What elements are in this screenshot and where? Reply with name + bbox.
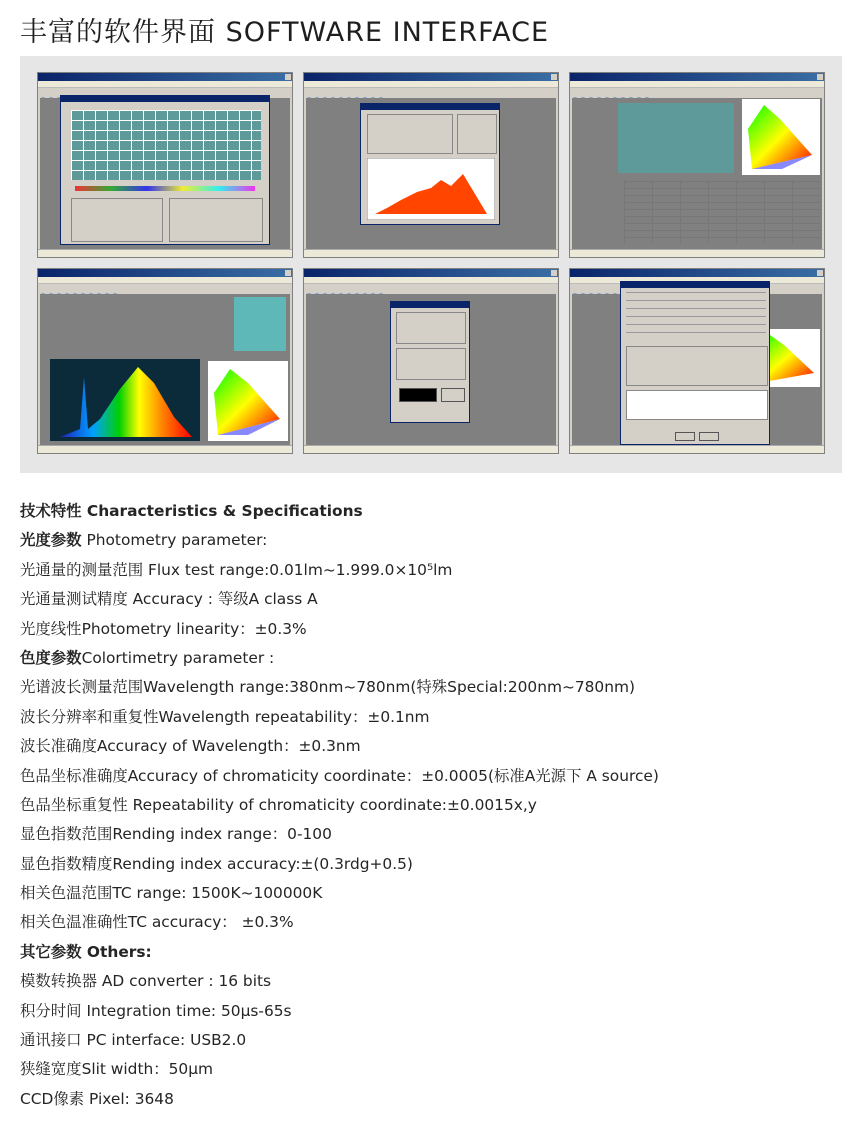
spec-line xyxy=(20,735,830,764)
spec-line xyxy=(20,676,830,705)
spec-line xyxy=(20,1000,830,1029)
spec-heading: 技术特性 Characteristics & Specifications xyxy=(20,502,363,520)
spec-heading: 其它参数 Others: xyxy=(20,942,152,961)
measure-dialog xyxy=(390,301,470,423)
spec-line xyxy=(20,1058,830,1087)
screenshot-measurement-dialog xyxy=(303,268,559,454)
cie-diagram-small xyxy=(208,361,288,441)
cie-diagram xyxy=(742,99,820,175)
spec-text: 光度线性Photometry linearity：±0.3% xyxy=(20,619,307,638)
spec-text: 通讯接口 PC interface: USB2.0 xyxy=(20,1031,247,1050)
spec-line xyxy=(20,911,830,940)
spec-text: 相关色温范围TC range: 1500K~100000K xyxy=(20,884,323,903)
spec-line xyxy=(20,794,830,823)
spec-text: 光通量的测量范围 Flux test range:0.01lm~1.999.0×10⁵lm xyxy=(20,560,453,579)
spec-line xyxy=(20,588,830,617)
spec-line xyxy=(20,941,830,970)
spec-text: Colortimetry parameter : xyxy=(81,648,275,667)
spec-text: 显色指数精度Rending index accuracy:±(0.3rdg+0.5) xyxy=(20,854,413,873)
spec-line xyxy=(20,882,830,911)
spec-text: 色品坐标重复性 Repeatability of chromaticity coordinate:±0.0015x,y xyxy=(20,795,537,814)
settings-dialog xyxy=(620,281,770,445)
spec-line xyxy=(20,823,830,852)
screenshot-chromaticity xyxy=(569,72,825,258)
spec-text: 积分时间 Integration time: 50μs-65s xyxy=(20,1001,292,1020)
spec-line xyxy=(20,1088,830,1117)
software-screenshot-gallery xyxy=(20,56,842,473)
rainbow-spectrum-plot xyxy=(50,359,200,441)
spec-line xyxy=(20,765,830,794)
spec-heading: 色度参数 xyxy=(20,648,82,667)
spec-text: 狭缝宽度Slit width：50μm xyxy=(20,1060,213,1079)
spec-text: 色品坐标准确度Accuracy of chromaticity coordinate：±0.0005(标准A光源下 A source) xyxy=(20,766,659,785)
spec-text: CCD像素 Pixel: 3648 xyxy=(20,1089,174,1108)
spec-text: 光通量测试精度 Accuracy : 等级A class A xyxy=(20,590,318,609)
spec-text: 光谱波长测量范围Wavelength range:380nm~780nm(特殊Special:200nm~780nm) xyxy=(20,678,635,697)
screenshot-full-spectrum xyxy=(37,268,293,454)
screenshot-photometry-curve xyxy=(37,72,293,258)
screenshot-parameter-settings xyxy=(569,268,825,454)
spec-line xyxy=(20,618,830,647)
specifications-list xyxy=(20,500,830,1117)
page-title: 丰富的软件界面 SOFTWARE INTERFACE xyxy=(20,17,550,48)
spec-text: 显色指数范围Rending index range：0-100 xyxy=(20,825,332,844)
spec-line xyxy=(20,647,830,676)
spec-text: 模数转换器 AD converter : 16 bits xyxy=(20,972,272,991)
spec-text: 相关色温准确性TC accuracy： ±0.3% xyxy=(20,913,294,932)
curve-dialog xyxy=(60,95,270,245)
spec-text: Photometry parameter: xyxy=(81,531,268,550)
spec-line xyxy=(20,970,830,999)
spec-line xyxy=(20,706,830,735)
spec-line xyxy=(20,500,830,529)
spec-line xyxy=(20,529,830,558)
spectrum-plot xyxy=(367,158,495,220)
spec-line xyxy=(20,853,830,882)
spec-text: 波长分辨率和重复性Wavelength repeatability：±0.1nm xyxy=(20,707,430,726)
spec-text: 波长准确度Accuracy of Wavelength：±0.3nm xyxy=(20,737,361,756)
spec-line xyxy=(20,1029,830,1058)
spec-heading: 光度参数 xyxy=(20,531,82,550)
screenshot-spectrum-dialog xyxy=(303,72,559,258)
spec-line xyxy=(20,559,830,588)
spectrum-settings-dialog xyxy=(360,103,500,225)
